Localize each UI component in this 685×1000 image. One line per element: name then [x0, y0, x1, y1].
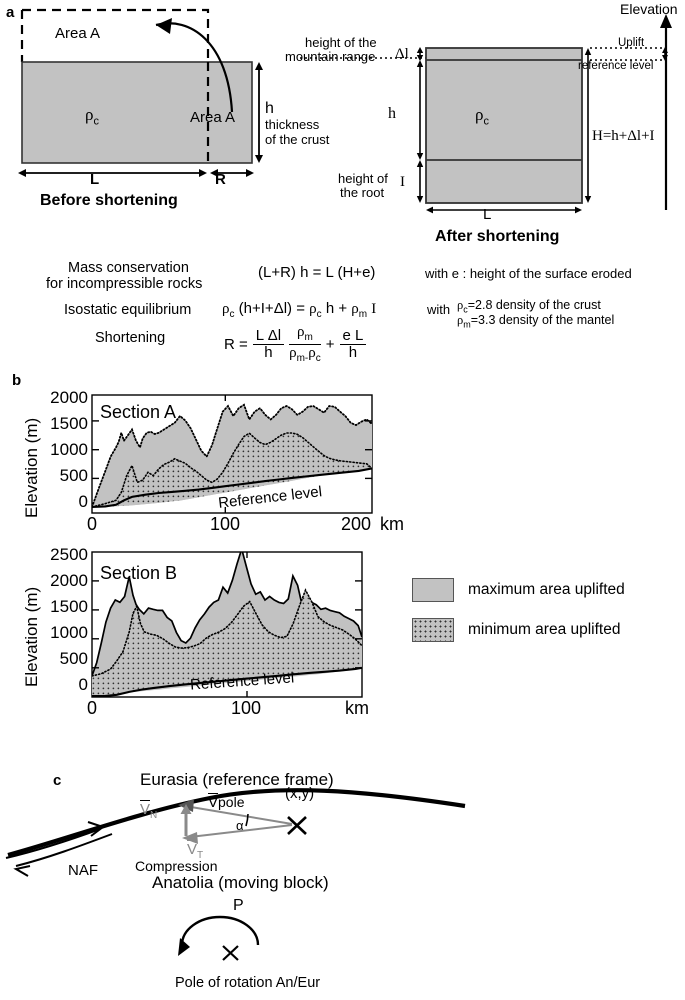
delta-l-label: Δl — [395, 46, 409, 62]
rotation-arc — [182, 917, 258, 945]
eq3-frac2-sub: m — [304, 332, 313, 343]
anatolia-label: Anatolia (moving block) — [152, 873, 329, 892]
eq2-lhs: (h+I+Δl) = — [238, 300, 305, 317]
eq2-h: h + — [325, 300, 348, 317]
elevation-axis-label: Elevation — [620, 1, 678, 17]
pole-cross-icon — [223, 946, 238, 960]
eq3-name: Shortening — [95, 330, 166, 346]
thickness-desc-line2: of the crust — [265, 132, 330, 147]
eurasia-label: Eurasia (reference frame) — [140, 770, 334, 789]
eq3-den-rho-c: ρ — [308, 344, 316, 361]
dimension-R-label: R — [215, 171, 226, 188]
eq3-den-sub-c: c — [315, 352, 321, 364]
rho-symbol-before: ρ — [85, 105, 94, 124]
eq2-rho-m: ρ — [351, 301, 359, 317]
naf-arrow-left — [16, 866, 30, 876]
note-mantle-text: =3.3 density of the mantel — [470, 313, 615, 327]
rho-sub-after: c — [483, 115, 489, 128]
alpha-label: α — [236, 818, 244, 833]
vt-label — [187, 840, 203, 861]
h-label-after: h — [388, 105, 396, 122]
section-b-ytick-2000: 2000 — [50, 571, 88, 590]
compression-label: Compression — [135, 858, 218, 874]
dimension-L-arrow-right — [199, 169, 207, 177]
section-b-xtick-0: 0 — [86, 698, 97, 718]
thickness-desc-line1: thickness — [265, 117, 320, 132]
section-a-title: Section A — [100, 402, 177, 422]
density-crust-before — [85, 105, 99, 127]
dimension-L-label: L — [90, 171, 100, 188]
section-a-reference-label: Reference level — [217, 483, 323, 512]
density-crust-after — [475, 105, 489, 127]
eq2-note-mantle — [457, 313, 614, 330]
section-a-chart — [0, 388, 420, 538]
after-shortening-title: After shortening — [435, 228, 560, 245]
h-arrowhead-top — [417, 60, 423, 67]
eq2-sub-c-2: c — [316, 309, 322, 320]
section-b-ytick-0: 0 — [78, 675, 88, 694]
eq3-formula — [224, 324, 366, 364]
section-b-title: Section B — [100, 563, 178, 583]
eq1-note — [425, 267, 632, 282]
mass-transfer-arrowhead — [156, 18, 172, 34]
note-sub-c: c — [463, 304, 468, 315]
note-crust-text: =2.8 density of the crust — [467, 298, 601, 312]
section-b-xtick-100: 100 — [230, 698, 262, 718]
legend-item-minimum — [412, 618, 620, 642]
area-a-top-label: Area A — [55, 25, 101, 42]
naf-label: NAF — [68, 862, 98, 879]
legend-swatch-maximum-icon — [412, 578, 454, 602]
legend-item-maximum — [412, 578, 625, 602]
eq2-formula — [222, 300, 376, 320]
h-arrowhead-bottom — [417, 153, 423, 160]
vpole-sub: pole — [218, 794, 245, 810]
eq2-rho-c-1: ρ — [222, 301, 230, 317]
point-xy-label: (x,y) — [285, 785, 315, 802]
eq3-den-sub-m: m- — [296, 352, 309, 364]
section-b-reference-label: Reference level — [189, 669, 295, 694]
eq1-formula: (L+R) h = L (H+e) — [258, 264, 376, 281]
eq3-frac2-num — [289, 324, 321, 345]
section-a-ytick-500: 500 — [59, 466, 88, 485]
after-L-arrow-right — [575, 207, 582, 214]
eq2-note-with: with — [427, 302, 451, 317]
section-b-ytick-2500: 2500 — [50, 545, 88, 564]
thickness-h-arrowhead-top — [255, 62, 263, 70]
root-height-line1: height of — [338, 171, 388, 186]
rotation-arrowhead — [178, 938, 190, 956]
rho-symbol-after: ρ — [475, 105, 484, 124]
vn-base: V — [140, 801, 151, 818]
delta-l-arrowhead-top — [417, 47, 423, 53]
before-shortening-title: Before shortening — [40, 192, 178, 209]
section-b-ylabel: Elevation (m) — [22, 586, 41, 687]
section-b-ytick-500: 500 — [59, 649, 88, 668]
rho-sub-before: c — [93, 115, 99, 128]
crust-block-after — [426, 48, 582, 203]
legend-swatch-minimum-icon — [412, 618, 454, 642]
eq2-rho-c-2: ρ — [309, 301, 317, 317]
vpole-label — [208, 793, 244, 813]
eq3-frac1-num: L Δl — [253, 328, 284, 345]
eq3-den-rho-m: ρ — [289, 344, 297, 361]
section-a-ytick-1000: 1000 — [50, 440, 88, 459]
dimension-R-arrow-right — [246, 169, 254, 177]
section-a-xtick-200: 200 — [340, 514, 372, 534]
note-rho-c: ρ — [457, 298, 464, 312]
after-L-arrow-left — [426, 207, 433, 214]
vn-sub: N — [150, 810, 158, 821]
pole-P-label: P — [233, 897, 244, 914]
section-a-ytick-1500: 1500 — [50, 414, 88, 433]
section-b-ytick-1500: 1500 — [50, 597, 88, 616]
eq3-frac2-rho: ρ — [296, 324, 305, 340]
area-a-inner-label: Area A — [190, 109, 236, 126]
eq3-frac2-den — [289, 345, 321, 365]
section-a-xunit: km — [380, 514, 404, 534]
section-a-xtick-100: 100 — [209, 514, 241, 534]
vn-label — [140, 800, 157, 821]
note-rho-m: ρ — [457, 313, 464, 327]
root-I-arrowhead-top — [417, 160, 423, 167]
H-total-label: H=h+Δl+I — [592, 128, 655, 144]
eq2-I: I — [371, 301, 377, 317]
root-I-label: I — [400, 174, 405, 190]
eq2-sub-m: m — [358, 309, 368, 320]
section-a-xtick-0: 0 — [86, 514, 97, 534]
legend-label-minimum: minimum area uplifted — [468, 621, 621, 638]
note-sub-m: m — [463, 319, 471, 330]
eq1-note-text: e : height of the surface eroded — [451, 266, 632, 281]
reference-level-label-a: reference level — [578, 60, 654, 72]
eq3-frac3-num: e L — [340, 328, 367, 345]
section-b-ytick-1000: 1000 — [50, 623, 88, 642]
thickness-h-label: h — [265, 100, 274, 117]
pole-caption: Pole of rotation An/Eur — [175, 975, 321, 991]
eq3-plus: + — [325, 335, 335, 353]
panel-c-letter: c — [53, 772, 62, 789]
section-b-chart — [0, 545, 400, 718]
mountain-height-line2: mountain range — [285, 49, 376, 64]
legend-label-maximum: maximum area uplifted — [468, 581, 625, 598]
section-b-xunit: km — [345, 698, 369, 718]
eq1-note-with: with — [425, 266, 449, 281]
eq2-name-line1: Isostatic equilibrium — [64, 302, 192, 318]
section-a-ylabel-wrap — [2, 390, 41, 520]
thickness-h-arrowhead-bottom — [255, 155, 263, 163]
eq1-name-line2: for incompressible rocks — [46, 276, 203, 292]
mountain-height-line1: height of the — [305, 35, 377, 50]
root-I-arrowhead-bottom — [417, 196, 423, 203]
vt-base: V — [187, 841, 198, 858]
vt-sub: T — [197, 850, 204, 861]
section-a-ytick-0: 0 — [78, 492, 88, 511]
uplift-label: Uplift — [618, 37, 645, 49]
eq3-frac3-den: h — [348, 343, 358, 361]
eq1-name-line1: Mass conservation — [68, 260, 189, 276]
panel-b-letter: b — [12, 372, 22, 389]
eq3-frac1-den: h — [264, 343, 273, 361]
after-L-label: L — [483, 206, 492, 223]
root-height-line2: the root — [340, 185, 385, 200]
section-a-ylabel: Elevation (m) — [22, 417, 41, 518]
vpole-base: V — [208, 794, 219, 811]
panel-a-letter: a — [6, 4, 15, 21]
H-arrowhead-top — [585, 48, 591, 55]
eq3-R-equals: R = — [224, 335, 248, 353]
eq2-sub-c-1: c — [229, 309, 235, 320]
section-a-ytick-2000: 2000 — [50, 388, 88, 407]
dimension-L-arrow-left — [18, 169, 26, 177]
H-arrowhead-bottom — [585, 196, 591, 203]
